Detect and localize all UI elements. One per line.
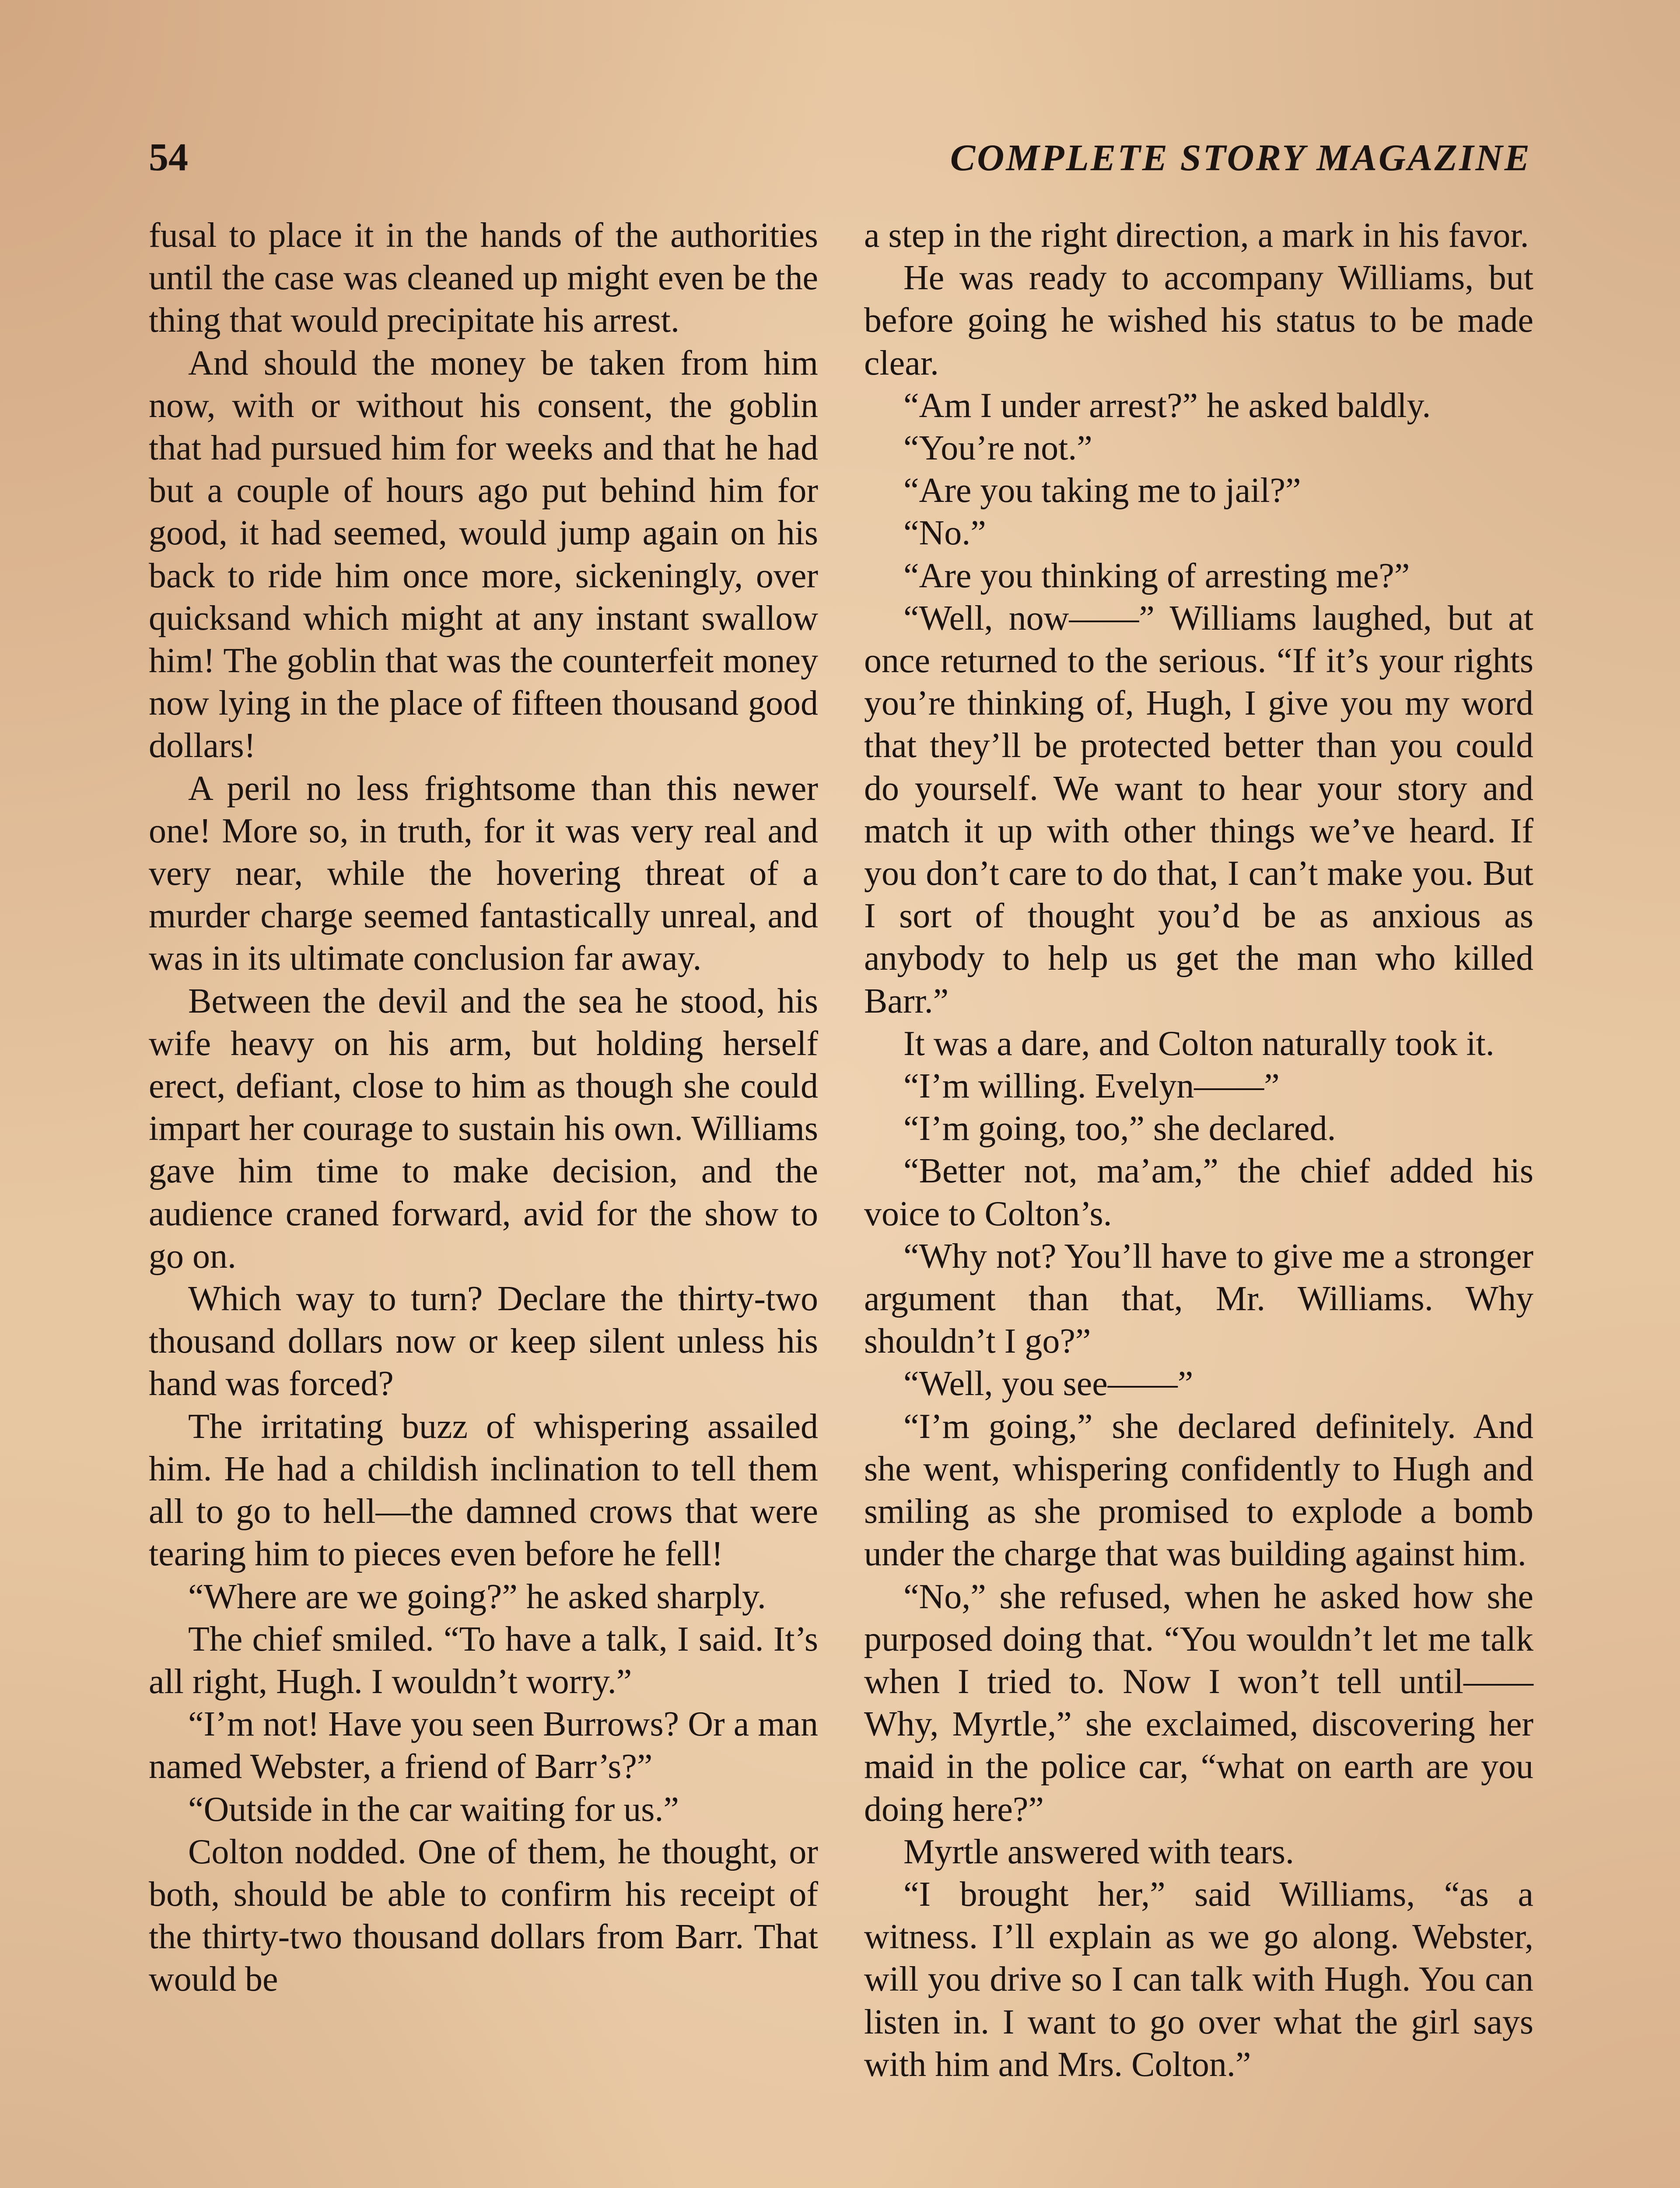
paragraph: “Am I under arrest?” he asked baldly.: [903, 386, 1431, 425]
paragraph: “Outside in the car waiting for us.”: [188, 1790, 679, 1829]
paragraph: Colton nodded. One of them, he thought, or both, should be able to confirm his receipt of the thirty-two thousand dollars from Barr. That would be: [149, 1832, 818, 1999]
paragraph: a step in the right direction, a mark in his favor.: [864, 216, 1529, 255]
paragraph: “I brought her,” said Williams, “as a witness. I’ll explain as we go along. Webster, will you drive so I can talk with Hugh. You can listen in. I want to go over what the girl says with him and Mrs. Colton.”: [864, 1875, 1533, 2084]
paragraph: “You’re not.”: [903, 429, 1092, 468]
paragraph: And should the money be taken from him now, with or without his consent, the goblin that had pursued him for weeks and that he had but a couple of hours ago put behind him for good, it had seemed, would jump again on his back to ride him once more, sickeningly, over quicksand which might at any instant swallow him! The goblin that was the counterfeit money now lying in the place of fifteen thousand good dollars!: [149, 344, 818, 765]
paragraph: The irritating buzz of whispering assailed him. He had a childish inclination to tell them all to go to hell—the damned crows that were tearing him to pieces even before he fell!: [149, 1407, 818, 1574]
page-number: 54: [149, 136, 188, 179]
paragraph: Which way to turn? Declare the thirty-two thousand dollars now or keep silent unless his hand was forced?: [149, 1280, 818, 1403]
left-column: [149, 214, 818, 2001]
paragraph: “I’m willing. Evelyn——”: [903, 1067, 1280, 1106]
paragraph: Myrtle answered with tears.: [903, 1832, 1295, 1871]
paragraph: A peril no less frightsome than this newer one! More so, in truth, for it was very real and very near, while the hovering threat of a murder charge seemed fantastically unreal, and was in its ultimate conclusion far away.: [149, 769, 818, 978]
right-column: [864, 214, 1533, 2086]
paragraph: “Well, now——” Williams laughed, but at once returned to the serious. “If it’s your rights you’re thinking of, Hugh, I give you my word that they’ll be protected better than you could do yourself. We want to hear your story and match it up with other things we’ve heard. If you don’t care to do that, I can’t make you. But I sort of thought you’d be as anxious as anybody to help us get the man who killed Barr.”: [864, 599, 1533, 1020]
paragraph: “Better not, ma’am,” the chief added his voice to Colton’s.: [864, 1152, 1533, 1233]
paragraph: fusal to place it in the hands of the authorities until the case was cleaned up might even be the thing that would precipitate his arrest.: [149, 216, 818, 340]
paragraph: “No,” she refused, when he asked how she purposed doing that. “You wouldn’t let me talk when I tried to. Now I won’t tell until—— Why, Myrtle,” she exclaimed, discovering her maid in the police car, “what on earth are you doing here?”: [864, 1577, 1533, 1829]
paragraph: “I’m not! Have you seen Burrows? Or a man named Webster, a friend of Barr’s?”: [149, 1705, 818, 1786]
paragraph: Between the devil and the sea he stood, his wife heavy on his arm, but holding herself erect, defiant, close to him as though she could impart her courage to sustain his own. Williams gave him time to make decision, and the audience craned forward, avid for the show to go on.: [149, 982, 818, 1276]
paragraph: “I’m going, too,” she declared.: [903, 1109, 1336, 1148]
magazine-title: COMPLETE STORY MAGAZINE: [950, 137, 1531, 179]
paragraph: “Are you taking me to jail?”: [903, 471, 1301, 510]
page-header: [149, 131, 1531, 184]
paragraph: It was a dare, and Colton naturally took it.: [903, 1024, 1494, 1063]
paragraph: “Where are we going?” he asked sharply.: [188, 1577, 766, 1616]
paragraph: “Why not? You’ll have to give me a stronger argument than that, Mr. Williams. Why shouldn’t I go?”: [864, 1237, 1533, 1361]
paragraph: “Well, you see——”: [903, 1364, 1194, 1403]
paragraph: “Are you thinking of arresting me?”: [903, 556, 1410, 595]
paragraph: The chief smiled. “To have a talk, I said. It’s all right, Hugh. I wouldn’t worry.”: [149, 1620, 818, 1701]
paragraph: He was ready to accompany Williams, but before going he wished his status to be made clear.: [864, 259, 1533, 382]
paragraph: “No.”: [903, 514, 986, 553]
paragraph: “I’m going,” she declared definitely. And she went, whispering confidently to Hugh and smiling as she promised to explode a bomb under the charge that was building against him.: [864, 1407, 1533, 1574]
